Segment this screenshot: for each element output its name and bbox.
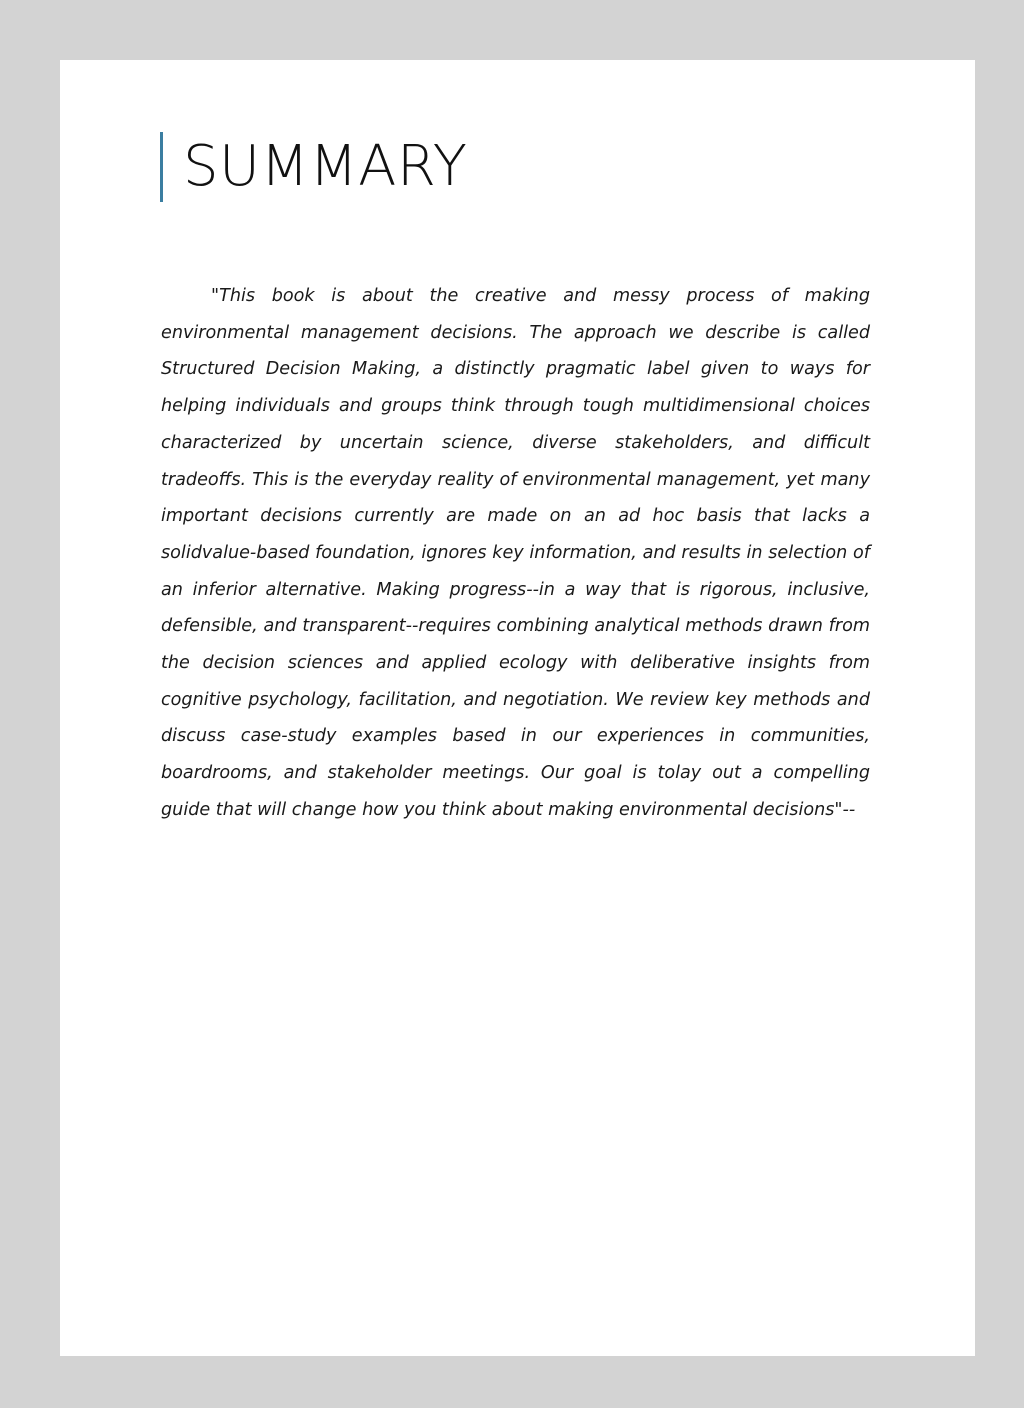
- heading-accent-bar: [160, 132, 163, 202]
- page-frame: [4, 4, 1020, 1404]
- heading-block: [160, 132, 468, 202]
- page-title: SUMMARY: [183, 134, 468, 199]
- summary-paragraph: "This book is about the creative and messy process of making environmental management decisions. The approach we describe is called Structured Decision Making, a distinctly pragmatic label given to ways for helping individuals and groups think through tough multidimensional choices characterized by uncertain science, diverse stakeholders, and difficult tradeoffs. This is the everyday reality of environmental management, yet many important decisions currently are made on an ad hoc basis that lacks a solidvalue-based foundation, ignores key information, and results in selection of an inferior alternative. Making progress--in a way that is rigorous, inclusive, defensible, and transparent--requires combining analytical methods drawn from the decision sciences and applied ecology with deliberative insights from cognitive psychology, facilitation, and negotiation. We review key methods and discuss case-study examples based in our experiences in communities, boardrooms, and stakeholder meetings. Our goal is tolay out a compelling guide that will change how you think about making environmental decisions"--: [161, 286, 870, 820]
- document-page: [60, 60, 975, 1356]
